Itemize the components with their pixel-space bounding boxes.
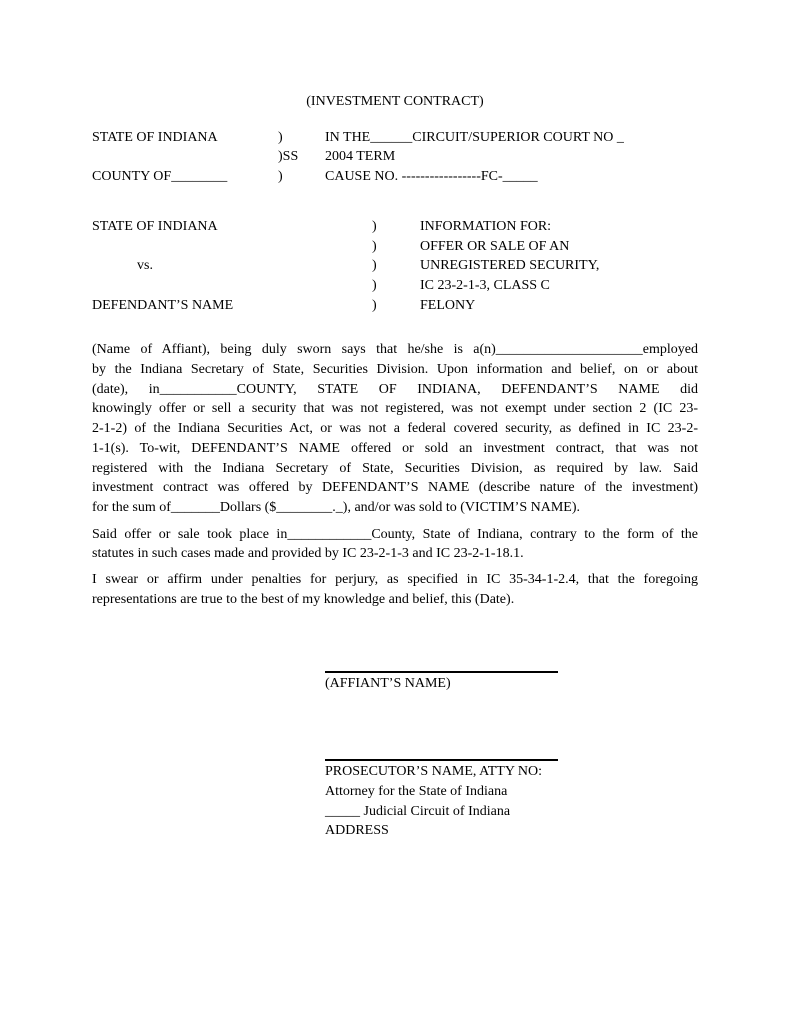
affiant-signature-block bbox=[325, 671, 698, 694]
affidavit-paragraph-2 bbox=[92, 525, 698, 564]
county-of-line: COUNTY OF________ bbox=[92, 169, 228, 185]
document-title: (INVESTMENT CONTRACT) bbox=[306, 94, 484, 109]
caption-paren: ) bbox=[372, 218, 377, 234]
caption-row bbox=[92, 276, 698, 296]
caption-paren: ) bbox=[372, 258, 377, 274]
judicial-circuit-label: _____ Judicial Circuit of Indiana bbox=[325, 803, 511, 819]
information-for-line: INFORMATION FOR: bbox=[420, 218, 552, 234]
affidavit-paragraph-1 bbox=[92, 340, 698, 517]
attorney-for-state-label: Attorney for the State of Indiana bbox=[325, 783, 508, 799]
caption-empty-cell bbox=[92, 147, 278, 167]
court-line: IN THE______CIRCUIT/SUPERIOR COURT NO _ bbox=[325, 129, 624, 145]
caption-paren: ) bbox=[278, 129, 283, 145]
defendant-name: DEFENDANT’S NAME bbox=[92, 297, 234, 313]
affidavit-paragraph-3 bbox=[92, 570, 698, 609]
paragraph-line: representations are true to the best of my knowledge and belief, this (Date). bbox=[92, 591, 515, 607]
caption-empty-cell bbox=[92, 237, 372, 257]
caption-row bbox=[92, 296, 698, 316]
affiant-signature-line bbox=[325, 671, 558, 673]
term-line: 2004 TERM bbox=[325, 149, 396, 165]
felony-label: FELONY bbox=[420, 297, 476, 313]
plaintiff-name: STATE OF INDIANA bbox=[92, 218, 218, 234]
address-label: ADDRESS bbox=[325, 823, 389, 839]
prosecutor-signature-block bbox=[325, 759, 698, 841]
paragraph-line: 1-1(s). To-wit, DEFENDANT’S NAME offered or sold an investment contract, that was not bbox=[92, 440, 698, 456]
charge-line: OFFER OR SALE OF AN bbox=[420, 238, 570, 254]
paragraph-line: knowingly offer or sell a security that was not registered, was not exempt under section 2 (IC 23- bbox=[92, 401, 698, 417]
caption-row bbox=[92, 128, 698, 148]
caption-row bbox=[92, 217, 698, 237]
caption-row bbox=[92, 256, 698, 276]
state-of-indiana-label: STATE OF INDIANA bbox=[92, 129, 218, 145]
caption-paren: ) bbox=[372, 238, 377, 254]
paragraph-line: statutes in such cases made and provided by IC 23-2-1-3 and IC 23-2-1-18.1. bbox=[92, 546, 524, 562]
vs-label: vs. bbox=[137, 258, 153, 274]
paragraph-line: for the sum of_______Dollars ($________._), and/or was sold to (VICTIM’S NAME). bbox=[92, 499, 580, 515]
paragraph-line: Said offer or sale took place in____________County, State of Indiana, contrary to the form of the bbox=[92, 526, 698, 542]
prosecutor-name-label: PROSECUTOR’S NAME, ATTY NO: bbox=[325, 764, 543, 780]
paragraph-line: 2-1-2) of the Indiana Securities Act, or was not a federal covered security, as defined in IC 23-2- bbox=[92, 421, 698, 437]
caption-row bbox=[92, 237, 698, 257]
affiant-name-label: (AFFIANT’S NAME) bbox=[325, 676, 451, 692]
charge-line: UNREGISTERED SECURITY, bbox=[420, 258, 600, 274]
caption-row bbox=[92, 147, 698, 167]
prosecutor-signature-line bbox=[325, 759, 558, 761]
paragraph-line: I swear or affirm under penalties for perjury, as specified in IC 35-34-1-2.4, that the foregoing bbox=[92, 572, 698, 588]
cause-number-line: CAUSE NO. -----------------FC-_____ bbox=[325, 169, 538, 185]
case-caption bbox=[92, 217, 698, 316]
caption-paren: ) bbox=[278, 169, 283, 185]
caption-empty-cell bbox=[92, 276, 372, 296]
paragraph-line: registered with the Indiana Secretary of State, Securities Division, as required by law. Said bbox=[92, 460, 698, 476]
paragraph-line: (date), in___________COUNTY, STATE OF INDIANA, DEFENDANT’S NAME did bbox=[92, 381, 698, 397]
paragraph-line: by the Indiana Secretary of State, Securities Division. Upon information and belief, on or about bbox=[92, 362, 698, 378]
paragraph-line: investment contract was offered by DEFENDANT’S NAME (describe nature of the investment) bbox=[92, 480, 698, 496]
caption-row bbox=[92, 167, 698, 187]
statute-line: IC 23-2-1-3, CLASS C bbox=[420, 277, 550, 293]
caption-paren: ) bbox=[372, 297, 377, 313]
caption-paren: ) bbox=[372, 277, 377, 293]
paragraph-line: (Name of Affiant), being duly sworn says that he/she is a(n)_____________________employed bbox=[92, 342, 698, 358]
ss-mark: )SS bbox=[278, 149, 299, 165]
court-caption bbox=[92, 128, 698, 187]
